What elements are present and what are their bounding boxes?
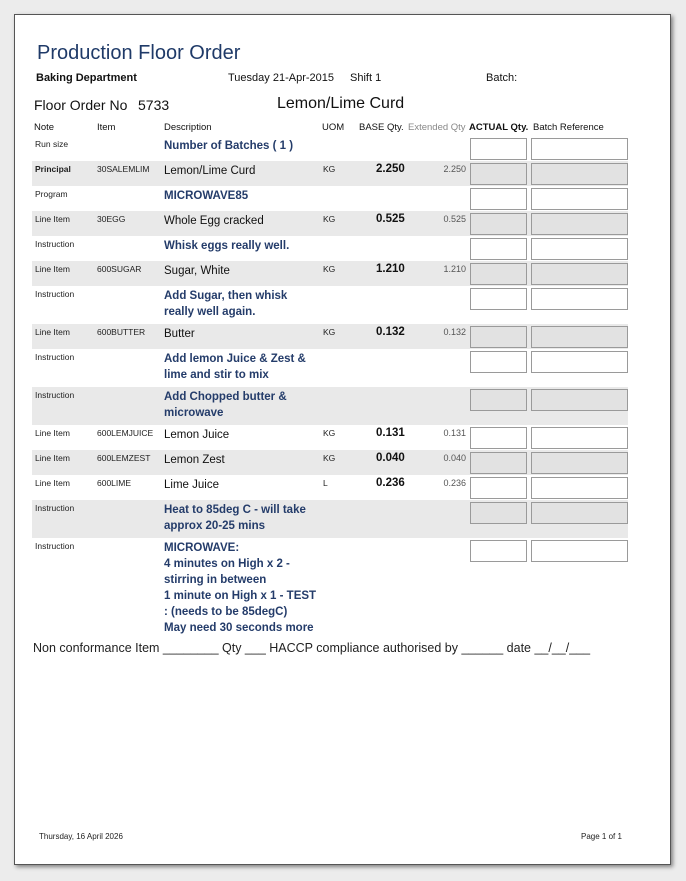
row-description: Add Chopped butter & microwave (164, 391, 287, 419)
row-base-qty: 0.525 (376, 213, 405, 225)
row-description: Lemon/Lime Curd (164, 165, 256, 177)
row-note: Line Item (35, 264, 70, 274)
product-name: Lemon/Lime Curd (277, 95, 405, 112)
row-description: Butter (164, 328, 195, 340)
row-description: Heat to 85deg C - will take approx 20-25 mins (164, 504, 306, 532)
batch-reference-field[interactable] (531, 452, 628, 474)
row-uom: KG (323, 164, 336, 174)
row-note: Instruction (35, 289, 75, 299)
actual-qty-field[interactable] (470, 326, 527, 348)
row-description: MICROWAVE85 (164, 190, 249, 202)
table-row (32, 538, 628, 634)
actual-qty-field[interactable] (470, 477, 527, 499)
row-description: Number of Batches ( 1 ) (164, 140, 294, 152)
col-actual-qty: ACTUAL Qty. (469, 122, 529, 133)
row-uom: KG (323, 214, 336, 224)
row-item-code: 600LEMZEST (97, 453, 151, 463)
row-note: Instruction (35, 352, 75, 362)
batch-reference-field[interactable] (531, 326, 628, 348)
order-date: Tuesday 21-Apr-2015 (228, 72, 334, 84)
table-row (32, 261, 628, 286)
batch-reference-field[interactable] (531, 263, 628, 285)
row-description: Whisk eggs really well. (164, 240, 290, 252)
row-uom: KG (323, 264, 336, 274)
row-note: Line Item (35, 453, 70, 463)
row-note: Run size (35, 139, 69, 149)
row-note: Line Item (35, 214, 70, 224)
table-row (32, 324, 628, 349)
floor-order-label: Floor Order No (34, 97, 128, 113)
batch-reference-field[interactable] (531, 351, 628, 373)
row-uom: KG (323, 453, 336, 463)
table-row (32, 349, 628, 387)
row-base-qty: 0.132 (376, 326, 405, 338)
row-note: Line Item (35, 428, 70, 438)
col-batch-reference: Batch Reference (533, 122, 604, 133)
col-note: Note (34, 122, 55, 133)
col-base-qty: BASE Qty. (359, 122, 404, 133)
table-row (32, 161, 628, 186)
col-item: Item (97, 122, 116, 133)
table-row (32, 475, 628, 500)
row-note: Line Item (35, 478, 70, 488)
batch-reference-field[interactable] (531, 389, 628, 411)
row-uom: L (323, 478, 328, 488)
table-row (32, 387, 628, 425)
actual-qty-field[interactable] (470, 452, 527, 474)
page-title: Production Floor Order (37, 42, 241, 64)
row-item-code: 600SUGAR (97, 264, 142, 274)
row-description: Lemon Zest (164, 454, 225, 466)
row-base-qty: 1.210 (376, 263, 405, 275)
row-item-code: 30SALEMLIM (97, 164, 150, 174)
batch-reference-field[interactable] (531, 427, 628, 449)
row-extended-qty: 0.525 (443, 214, 466, 224)
row-extended-qty: 1.210 (443, 264, 466, 274)
batch-reference-field[interactable] (531, 138, 628, 160)
batch-reference-field[interactable] (531, 540, 628, 562)
row-uom: KG (323, 327, 336, 337)
row-description: MICROWAVE: 4 minutes on High x 2 - stirring in between 1 minute on High x 1 - TEST : (needs to be 85degC) May need 30 seconds more (164, 542, 317, 634)
row-description: Lime Juice (164, 479, 219, 491)
actual-qty-field[interactable] (470, 351, 527, 373)
row-description: Add lemon Juice & Zest & lime and stir to mix (164, 353, 306, 381)
department: Baking Department (36, 72, 137, 84)
row-extended-qty: 0.040 (443, 453, 466, 463)
actual-qty-field[interactable] (470, 188, 527, 210)
batch-reference-field[interactable] (531, 213, 628, 235)
row-base-qty: 0.236 (376, 477, 405, 489)
batch-reference-field[interactable] (531, 188, 628, 210)
row-note: Instruction (35, 503, 75, 513)
table-row (32, 450, 628, 475)
row-description: Lemon Juice (164, 429, 230, 441)
batch-reference-field[interactable] (531, 477, 628, 499)
row-description: Whole Egg cracked (164, 215, 264, 227)
row-base-qty: 2.250 (376, 163, 405, 175)
row-item-code: 600LIME (97, 478, 132, 488)
table-row (32, 236, 628, 261)
col-extended-qty: Extended Qty (408, 122, 466, 133)
row-description: Sugar, White (164, 265, 230, 277)
row-base-qty: 0.131 (376, 427, 405, 439)
row-item-code: 600BUTTER (97, 327, 146, 337)
table-row (32, 286, 628, 324)
col-description: Description (164, 122, 212, 133)
actual-qty-field[interactable] (470, 163, 527, 185)
row-note: Line Item (35, 327, 70, 337)
row-note: Instruction (35, 239, 75, 249)
batch-label: Batch: (486, 72, 518, 84)
shift: Shift 1 (350, 72, 382, 84)
row-note: Instruction (35, 541, 75, 551)
floor-order-number: 5733 (138, 97, 170, 113)
row-extended-qty: 2.250 (443, 164, 466, 174)
row-extended-qty: 0.131 (443, 428, 466, 438)
actual-qty-field[interactable] (470, 138, 527, 160)
row-note: Instruction (35, 390, 75, 400)
table-row (32, 425, 628, 450)
row-item-code: 30EGG (97, 214, 126, 224)
table-row (32, 500, 628, 538)
actual-qty-field[interactable] (470, 288, 527, 310)
row-extended-qty: 0.132 (443, 327, 466, 337)
batch-reference-field[interactable] (531, 238, 628, 260)
non-conformance-line: Non conformance Item ________ Qty ___ HACCP compliance authorised by ______ date __/__/___ (33, 641, 591, 655)
row-base-qty: 0.040 (376, 452, 405, 464)
row-note: Program (35, 189, 68, 199)
row-item-code: 600LEMJUICE (97, 428, 154, 438)
table-row (32, 136, 628, 161)
row-uom: KG (323, 428, 336, 438)
actual-qty-field[interactable] (470, 263, 527, 285)
col-uom: UOM (322, 122, 345, 133)
batch-reference-field[interactable] (531, 288, 628, 310)
batch-reference-field[interactable] (531, 502, 628, 524)
printed-date: Thursday, 16 April 2026 (39, 832, 123, 841)
table-row (32, 186, 628, 211)
row-extended-qty: 0.236 (443, 478, 466, 488)
actual-qty-field[interactable] (470, 540, 527, 562)
batch-reference-field[interactable] (531, 163, 628, 185)
page-number: Page 1 of 1 (581, 832, 622, 841)
row-description: Add Sugar, then whisk really well again. (164, 290, 288, 318)
row-note: Principal (35, 164, 71, 174)
actual-qty-field[interactable] (470, 389, 527, 411)
report-page (14, 14, 671, 865)
actual-qty-field[interactable] (470, 213, 527, 235)
actual-qty-field[interactable] (470, 427, 527, 449)
table-row (32, 211, 628, 236)
actual-qty-field[interactable] (470, 238, 527, 260)
actual-qty-field[interactable] (470, 502, 527, 524)
